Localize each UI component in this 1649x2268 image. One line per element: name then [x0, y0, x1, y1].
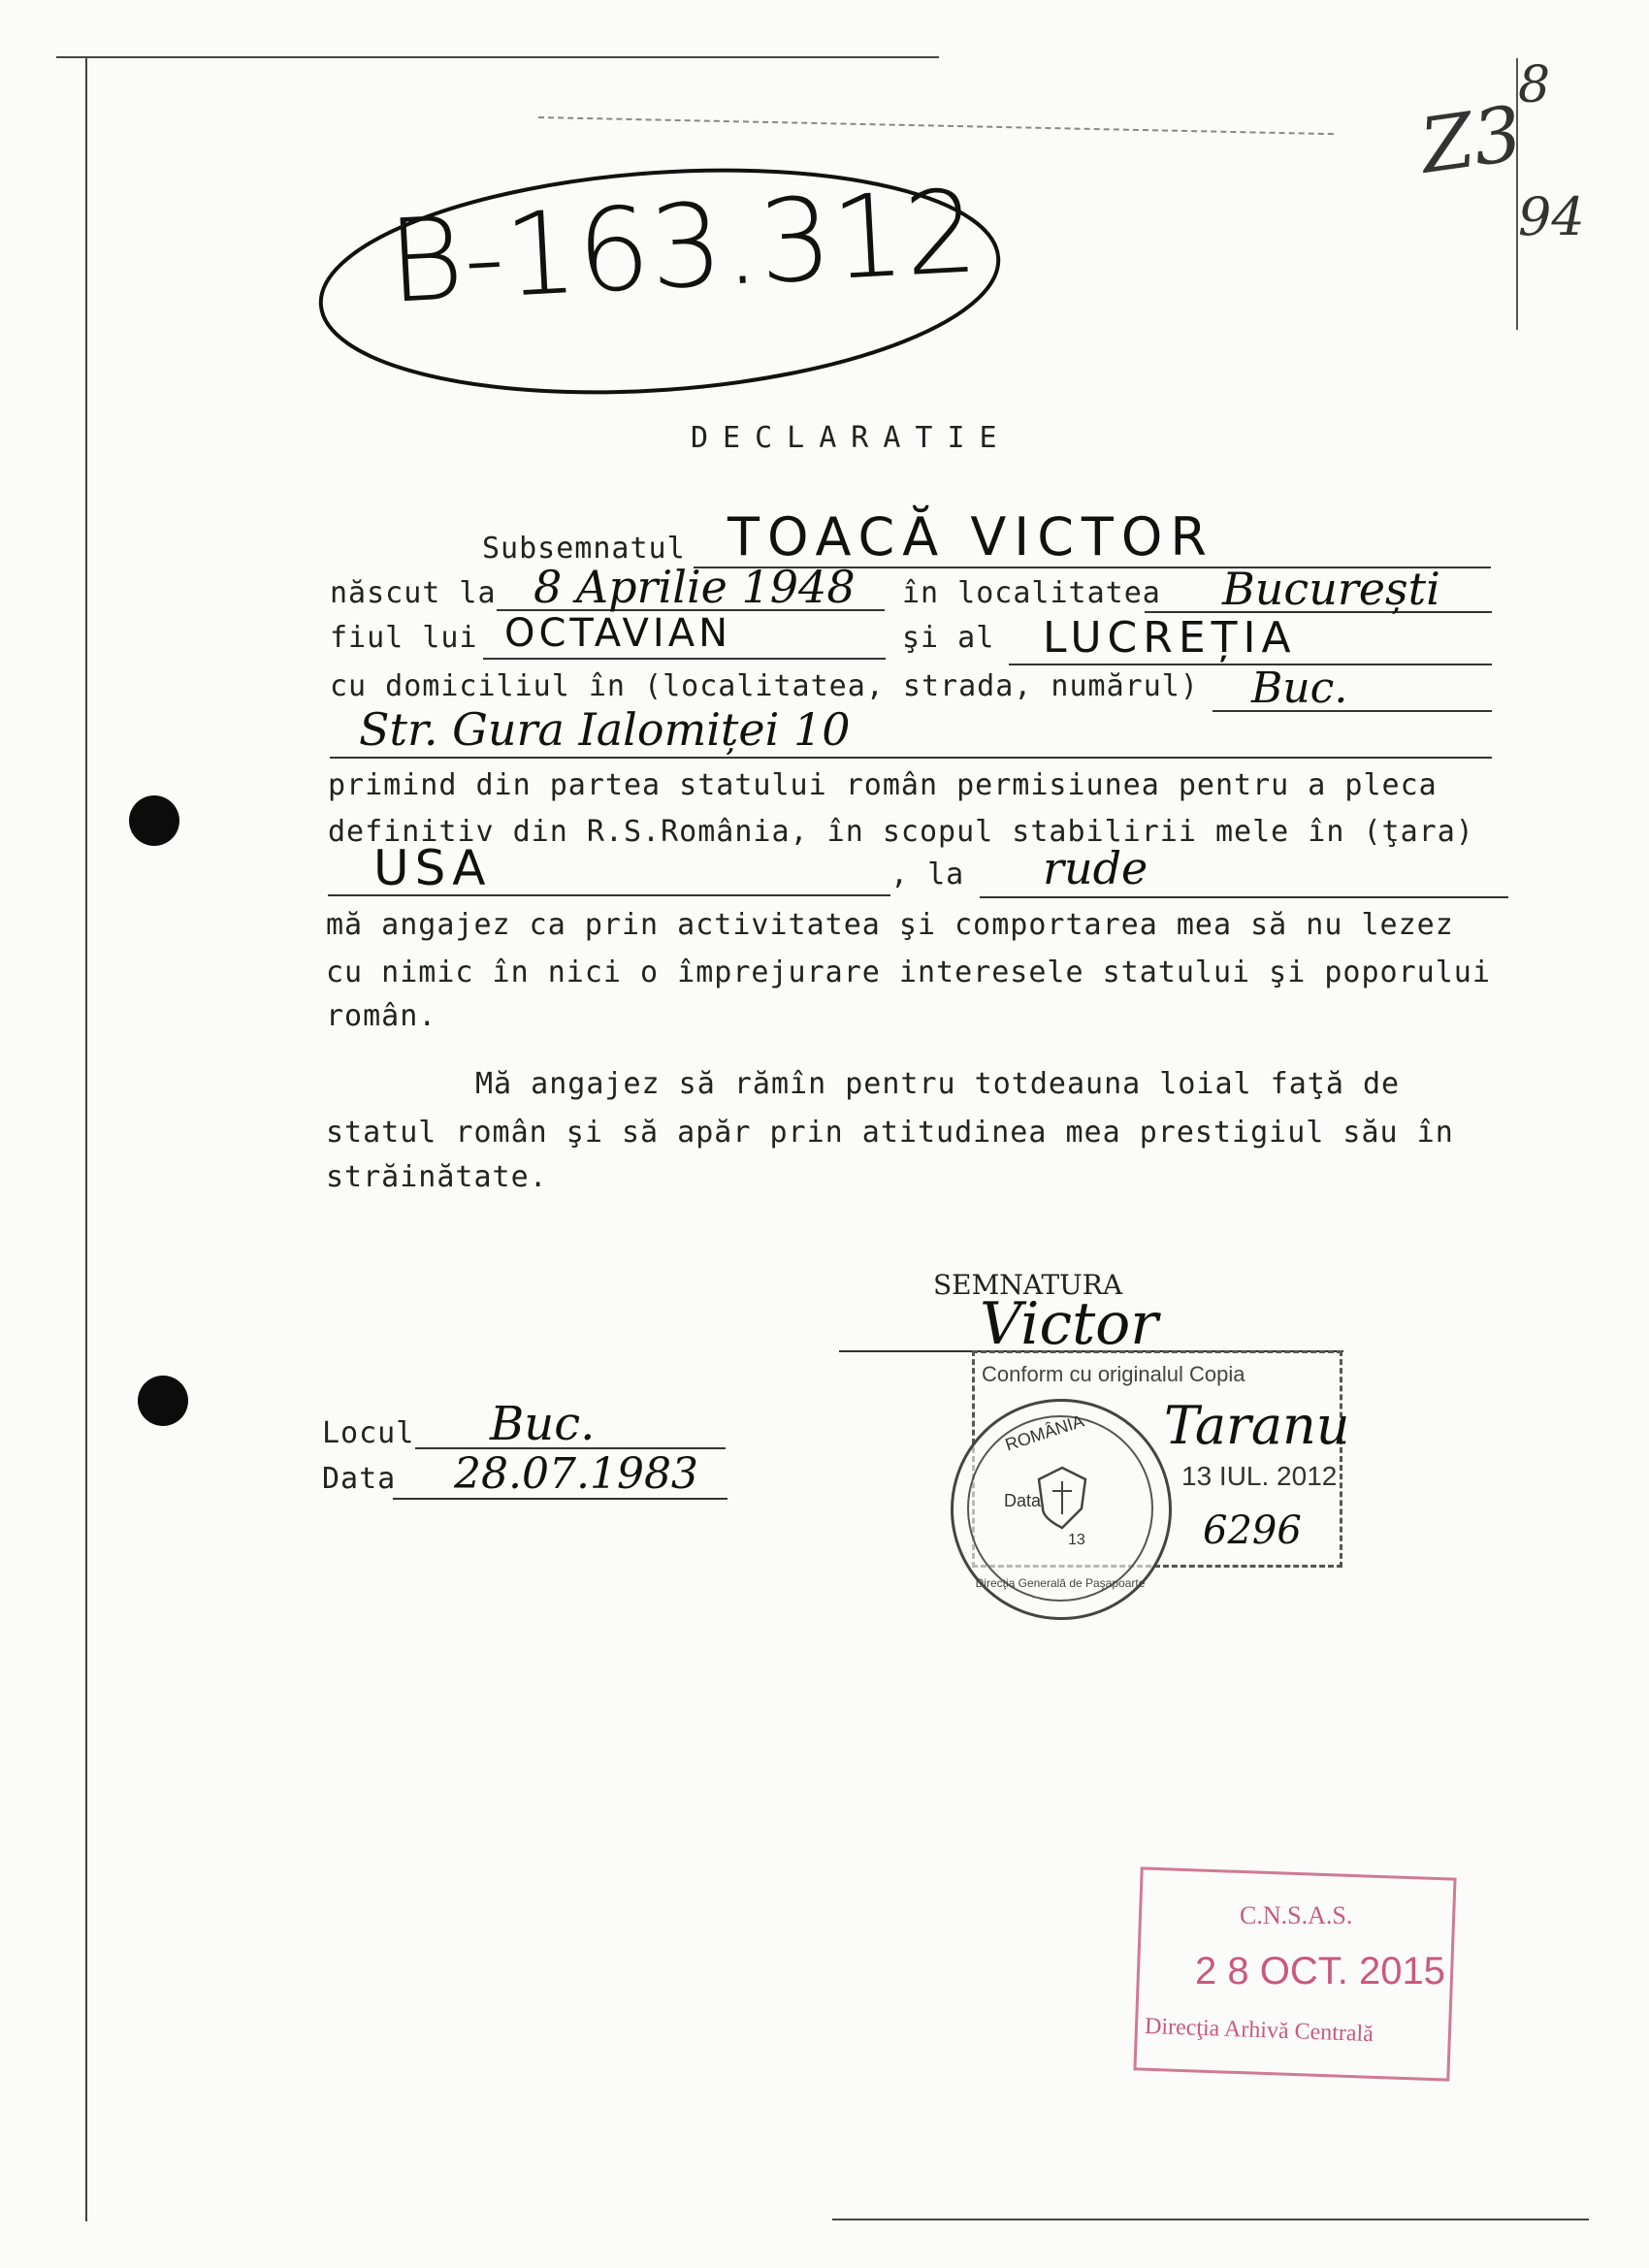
locul-label: Locul [322, 1416, 415, 1450]
seal-date-label: Data [1004, 1491, 1042, 1510]
file-number: B-163.312 [384, 164, 982, 329]
document-title: DECLARATIE [691, 421, 1012, 455]
paragraph-line: român. [326, 999, 437, 1033]
father-line [483, 658, 886, 660]
corner-note-initials: Z3 [1415, 90, 1528, 191]
mother-field: LUCREȚIA [1043, 613, 1297, 663]
corner-note-bottom: 94 [1518, 186, 1585, 247]
destination-field: rude [1043, 842, 1148, 894]
paragraph-line: statul român şi să apăr prin atitudinea mea prestigiul său în [326, 1116, 1454, 1150]
seal-emblem-icon [1033, 1464, 1091, 1532]
name-field: TOACĂ VICTOR [728, 506, 1214, 567]
certified-stamp-number: 6296 [1203, 1508, 1302, 1553]
address-street-line [330, 757, 1492, 759]
paragraph-line: definitiv din R.S.România, în scopul stabilirii mele în (ţara) [328, 815, 1474, 849]
archive-stamp-org: C.N.S.A.S. [1240, 1901, 1353, 1929]
localitatea-label: în localitatea [902, 576, 1161, 610]
domiciliu-label: cu domiciliul în (localitatea, strada, numărul) [330, 669, 1199, 703]
top-border-line [56, 56, 939, 58]
si-al-label: şi al [902, 621, 995, 655]
seal-number: 13 [1068, 1532, 1085, 1548]
paragraph-line: cu nimic în nici o împrejurare interesele statului şi poporului [326, 956, 1491, 989]
punch-hole [138, 1376, 188, 1426]
birth-place-field: București [1222, 563, 1440, 615]
la-label: , la [890, 858, 965, 891]
top-dotted-line [538, 116, 1334, 135]
data-label: Data [322, 1462, 397, 1496]
locul-field: Buc. [490, 1397, 596, 1451]
signature: Victor [980, 1290, 1158, 1358]
data-field: 28.07.1983 [454, 1449, 698, 1499]
punch-hole [129, 795, 179, 846]
address-city-field: Buc. [1251, 664, 1348, 713]
subsemnatul-label: Subsemnatul [482, 532, 686, 566]
paragraph-line: primind din partea statului român permisiunea pentru a pleca [328, 768, 1438, 802]
corner-note-top: 8 [1518, 56, 1551, 114]
address-street-field: Str. Gura Ialomiței 10 [359, 703, 851, 756]
archive-stamp-dept: Direcţia Arhivă Centrală [1144, 2013, 1374, 2048]
certified-stamp-header: Conform cu originalul Copia [982, 1362, 1245, 1386]
fiul-lui-label: fiul lui [330, 621, 478, 655]
official-seal [951, 1399, 1172, 1620]
nascut-label: născut la [330, 576, 497, 610]
seal-ring-text: Direcţia Generală de Paşapoarte [975, 1576, 1146, 1590]
paragraph-line: Mă angajez să rămîn pentru totdeauna loial faţă de [475, 1067, 1401, 1101]
father-field: OCTAVIAN [504, 611, 731, 656]
mother-line [1009, 664, 1492, 665]
country-field: USA [373, 840, 492, 896]
archive-stamp-date: 2 8 OCT. 2015 [1195, 1950, 1445, 1993]
destination-line [980, 896, 1508, 898]
seal-top-text: ROMÂNIA [1002, 1410, 1086, 1455]
birth-date-field: 8 Aprilie 1948 [534, 561, 856, 613]
certified-stamp-date: 13 IUL. 2012 [1181, 1461, 1338, 1491]
paragraph-line: străinătate. [326, 1160, 548, 1194]
left-margin-line [85, 58, 87, 2221]
paragraph-line: mă angajez ca prin activitatea şi comportarea mea să nu lezez [326, 908, 1454, 942]
bottom-rule [832, 2219, 1589, 2220]
certifier-signature: Taranu [1164, 1395, 1350, 1456]
signature-label: SEMNATURA [933, 1269, 1123, 1301]
